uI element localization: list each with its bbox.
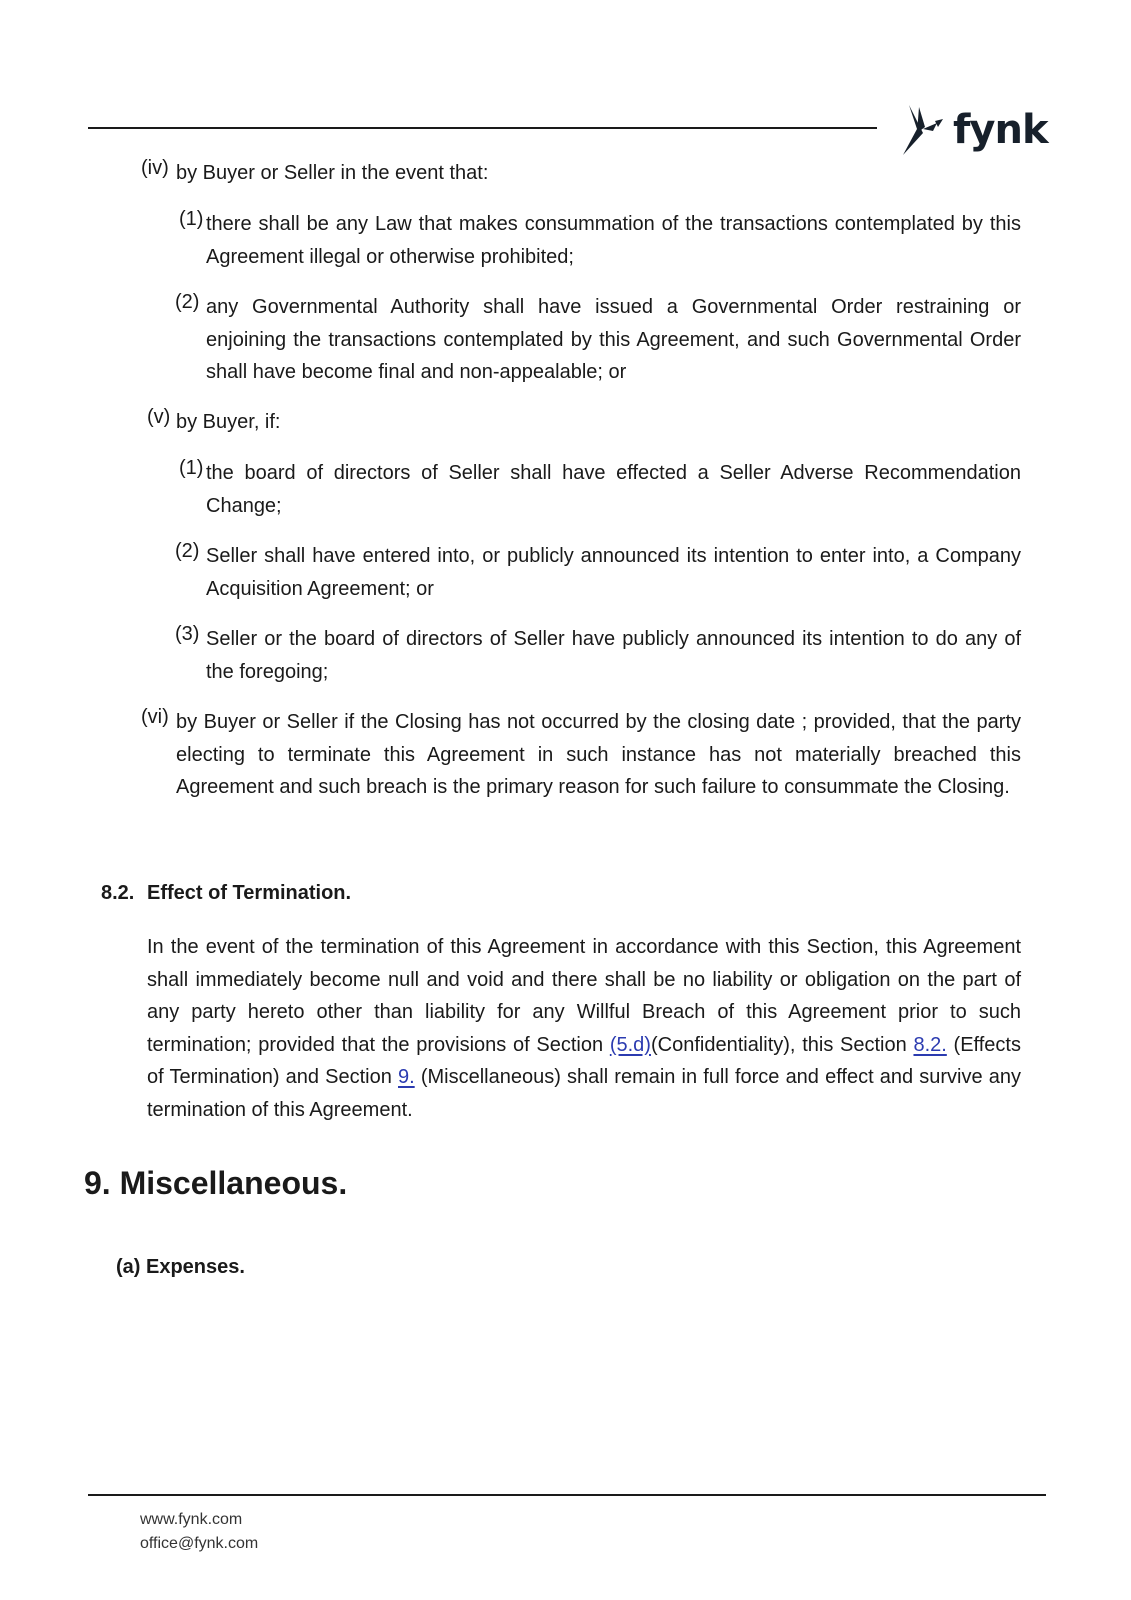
section-8-2-link[interactable]: 8.2. <box>913 1033 947 1056</box>
section-9-heading: 9. Miscellaneous. <box>84 1165 348 1201</box>
header-rule <box>88 127 877 129</box>
footer <box>140 1508 258 1556</box>
clause-v-3-number: (3) <box>175 623 200 645</box>
section-8-2-body <box>147 931 1021 1126</box>
body-text: (Confidentiality), this Section <box>650 1033 914 1056</box>
clause-iv-text: by Buyer or Seller in the event that: <box>176 162 489 184</box>
section-8-2-title: Effect of Termination. <box>147 882 352 904</box>
footer-website[interactable]: www.fynk.com <box>140 1511 243 1528</box>
section-5d-link[interactable]: (5.d) <box>609 1033 651 1056</box>
section-9a-heading: (a) Expenses. <box>116 1256 245 1278</box>
clause-v-3-text: Seller or the board of directors of Seller have publicly announced its intention to do any of the foregoing; <box>206 628 1021 683</box>
clause-iv-1-text: there shall be any Law that makes consummation of the transactions contemplated by this Agreement illegal or otherwise prohibited; <box>206 213 1021 268</box>
clause-iv-2-number: (2) <box>175 291 200 313</box>
clause-v-number: (v) <box>147 406 171 428</box>
clause-v-1-text: the board of directors of Seller shall have effected a Seller Adverse Recommendation Change; <box>206 462 1021 517</box>
fynk-logo <box>903 100 1048 160</box>
body-text: In the event of the termination of this Agreement in accordance with this Section, this Agreement shall immediately become null and void and there shall be no liability or obligation on the part of any party hereto other than liability for any Willful Breach of this Agreement prior to such termination; provided that the provisions of Section <box>147 936 1021 1056</box>
clause-iv-1-number: (1) <box>179 208 204 230</box>
clause-v-text: by Buyer, if: <box>176 411 281 433</box>
section-8-2-number: 8.2. <box>101 882 135 904</box>
clause-v-1-number: (1) <box>179 457 204 479</box>
clause-vi-text: by Buyer or Seller if the Closing has not occurred by the closing date ; provided, that the party electing to terminate this Agreement in such instance has not materially breached this Agreement and such breach is the primary reason for such failure to consummate the Closing. <box>176 711 1021 798</box>
bird-logo-icon <box>903 103 949 157</box>
logo-text: fynk <box>953 107 1048 153</box>
clause-v-2-text: Seller shall have entered into, or publicly announced its intention to enter into, a Company Acquisition Agreement; or <box>206 545 1021 600</box>
body-text: (Effects of Termination) and Section <box>147 1033 1021 1088</box>
section-9-link[interactable]: 9. <box>398 1066 415 1088</box>
clause-iv-2-text: any Governmental Authority shall have issued a Governmental Order restraining or enjoining the transactions contemplated by this Agreement, and such Governmental Order shall have become final and non-appealable; or <box>206 296 1021 383</box>
clause-iv-number: (iv) <box>141 157 169 179</box>
body-text: (Miscellaneous) shall remain in full force and effect and survive any termination of this Agreement. <box>147 1066 1022 1121</box>
footer-rule <box>88 1494 1046 1496</box>
clause-vi-number: (vi) <box>141 706 169 728</box>
footer-email[interactable]: office@fynk.com <box>140 1535 259 1552</box>
clause-v-2-number: (2) <box>175 540 200 562</box>
